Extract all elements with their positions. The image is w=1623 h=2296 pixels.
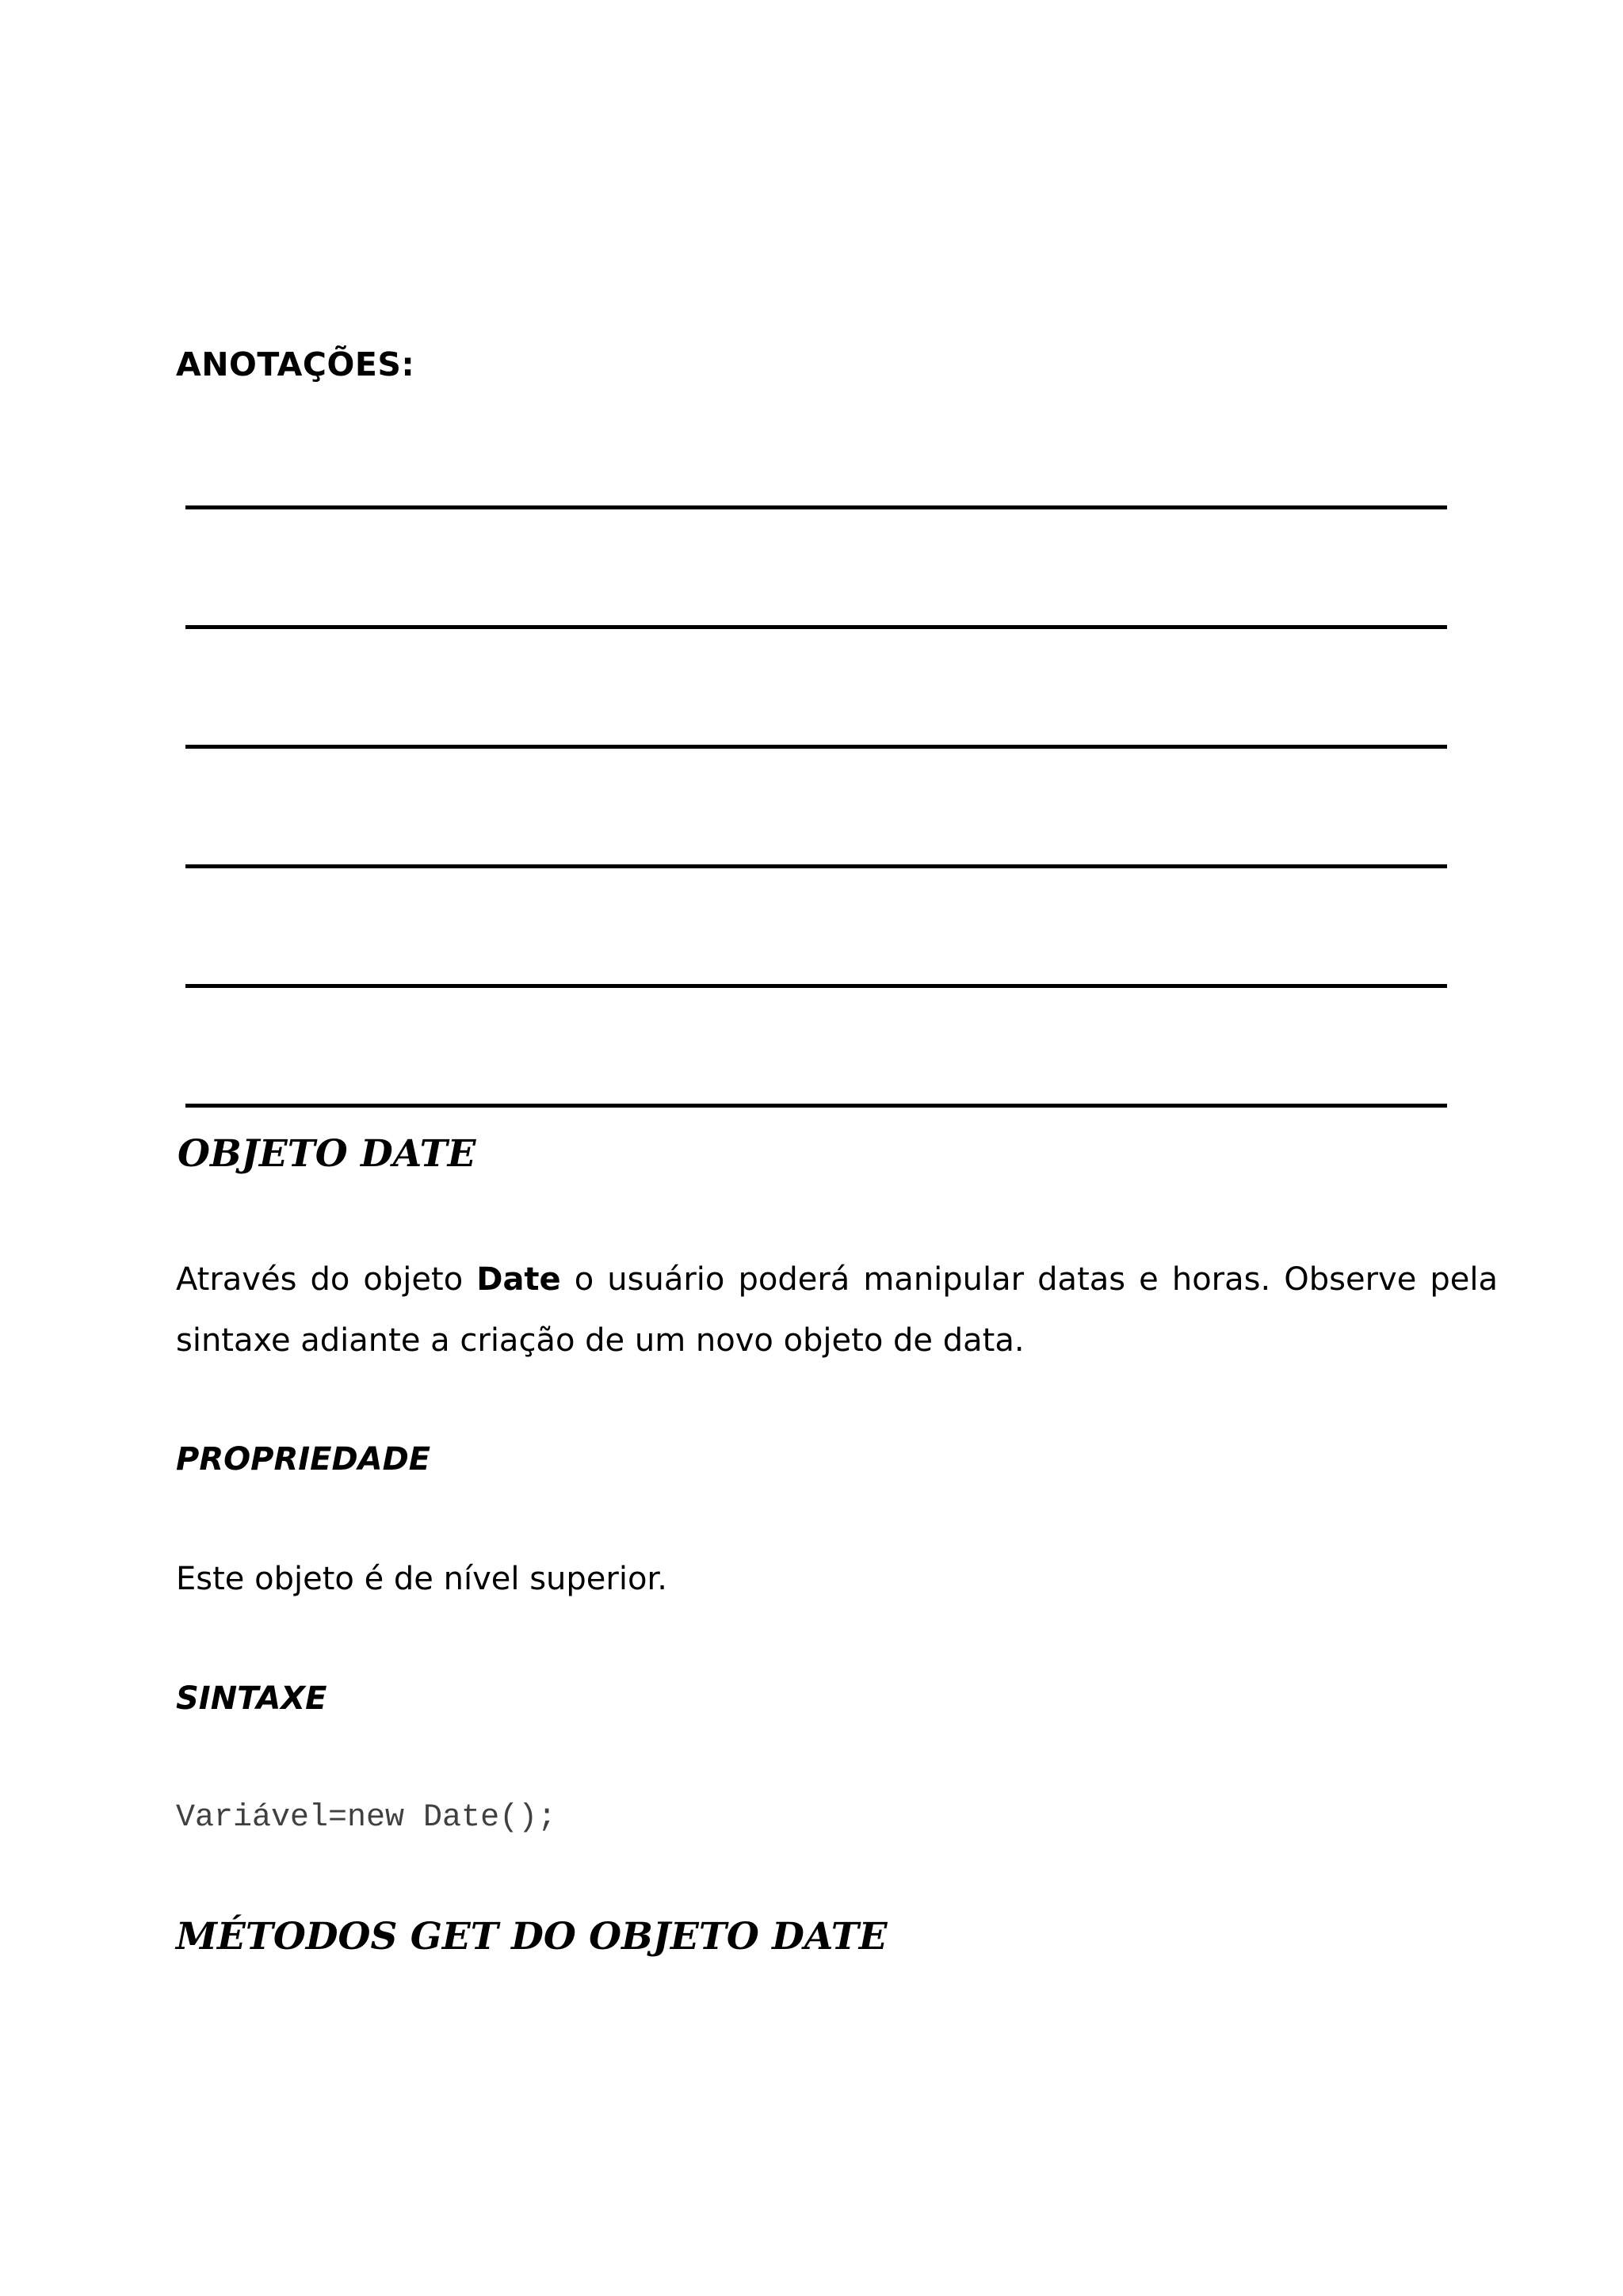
note-line: [185, 984, 1447, 988]
syntax-code: Variável=new Date();: [176, 1800, 557, 1836]
note-line: [185, 505, 1447, 509]
next-section-title: MÉTODOS GET DO OBJETO DATE: [176, 1915, 888, 1958]
intro-text-before: Através do objeto: [176, 1261, 477, 1298]
intro-bold-term: Date: [476, 1261, 561, 1298]
note-line: [185, 1104, 1447, 1108]
note-line: [185, 745, 1447, 749]
syntax-heading: SINTAXE: [176, 1680, 327, 1717]
intro-paragraph: [176, 1249, 1498, 1371]
section-title: OBJETO DATE: [178, 1132, 476, 1176]
notes-heading: ANOTAÇÕES:: [176, 345, 415, 383]
note-line: [185, 625, 1447, 629]
property-text: Este objeto é de nível superior.: [176, 1561, 667, 1597]
property-heading: PROPRIEDADE: [176, 1441, 431, 1478]
intro-text-after: o usuário poderá manipular datas e horas. Observe pela sintaxe adiante a criação de um novo objeto de data.: [176, 1261, 1498, 1359]
note-line: [185, 864, 1447, 868]
